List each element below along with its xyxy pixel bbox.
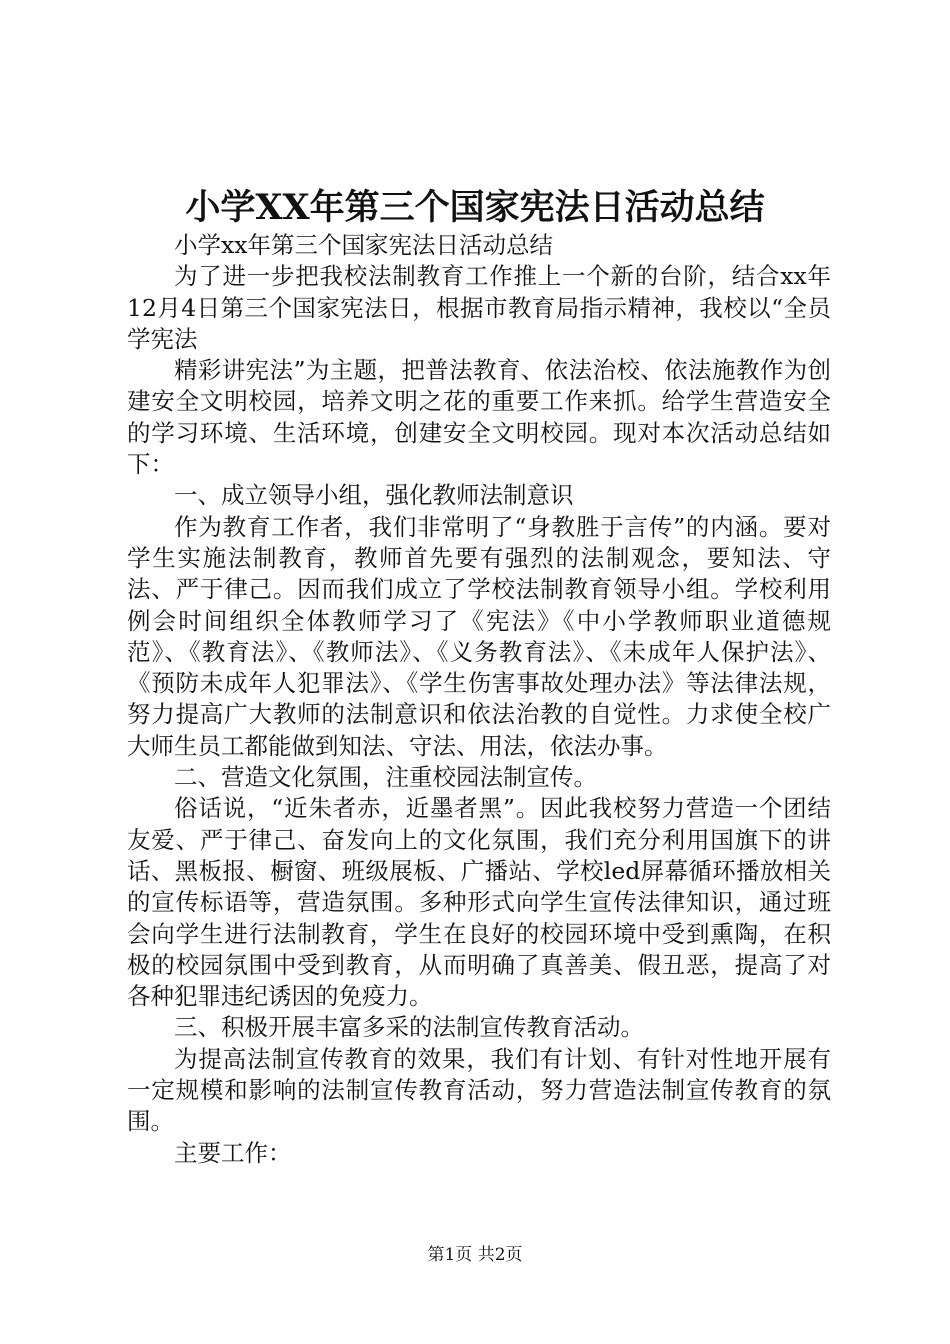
paragraph-section-1: 作为教育工作者，我们非常明了“身教胜于言传”的内涵。要对学生实施法制教育，教师首先要有强烈的法制观念，要知法、守法、严于律己。因而我们成立了学校法制教育领导小组。学校利用例会时间组织全体教师学习了《宪法》《中小学教师职业道德规范》、《教育法》、《教师法》、《义务教育法》、《未成年人保护法》、《预防未成年人犯罪法》、《学生伤害事故处理办法》等法律法规，努力提高广大教师的法制意识和依法治教的自觉性。力求使全校广大师生员工都能做到知法、守法、用法，依法办事。 bbox=[127, 512, 831, 760]
document-body bbox=[127, 230, 831, 1169]
paragraph-main-work: 主要工作： bbox=[174, 1138, 292, 1167]
paragraph-theme: 精彩讲宪法”为主题，把普法教育、依法治校、依法施教作为创建安全文明校园，培养文明之花的重要工作来抓。给学生营造安全的学习环境、生活环境，创建安全文明校园。现对本次活动总结如下： bbox=[127, 356, 831, 479]
paragraph-subtitle: 小学xx年第三个国家宪法日活动总结 bbox=[174, 231, 554, 259]
paragraph-intro: 为了进一步把我校法制教育工作推上一个新的台阶，结合xx年12月4日第三个国家宪法日，根据市教育局指示精神，我校以“全员学宪法 bbox=[127, 262, 831, 353]
section-heading-3: 三、积极开展丰富多采的法制宣传教育活动。 bbox=[174, 1013, 644, 1042]
paragraph-section-2: 俗话说，“近朱者赤，近墨者黑”。因此我校努力营造一个团结友爱、严于律己、奋发向上的文化氛围，我们充分利用国旗下的讲话、黑板报、橱窗、班级展板、广播站、学校led屏幕循环播放相关的宣传标语等，营造氛围。多种形式向学生宣传法律知识，通过班会向学生进行法制教育，学生在良好的校园环境中受到熏陶，在积极的校园氛围中受到教育，从而明确了真善美、假丑恶，提高了对各种犯罪违纪诱因的免疫力。 bbox=[127, 794, 831, 1011]
document-title: 小学XX年第三个国家宪法日活动总结 bbox=[185, 187, 765, 228]
section-heading-1: 一、成立领导小组，强化教师法制意识 bbox=[174, 481, 574, 510]
page-footer: 第1页 共2页 bbox=[427, 1245, 523, 1265]
section-heading-2: 二、营造文化氛围，注重校园法制宣传。 bbox=[174, 763, 597, 792]
paragraph-section-3: 为提高法制宣传教育的效果，我们有计划、有针对性地开展有一定规模和影响的法制宣传教育活动，努力营造法制宣传教育的氛围。 bbox=[127, 1044, 831, 1136]
